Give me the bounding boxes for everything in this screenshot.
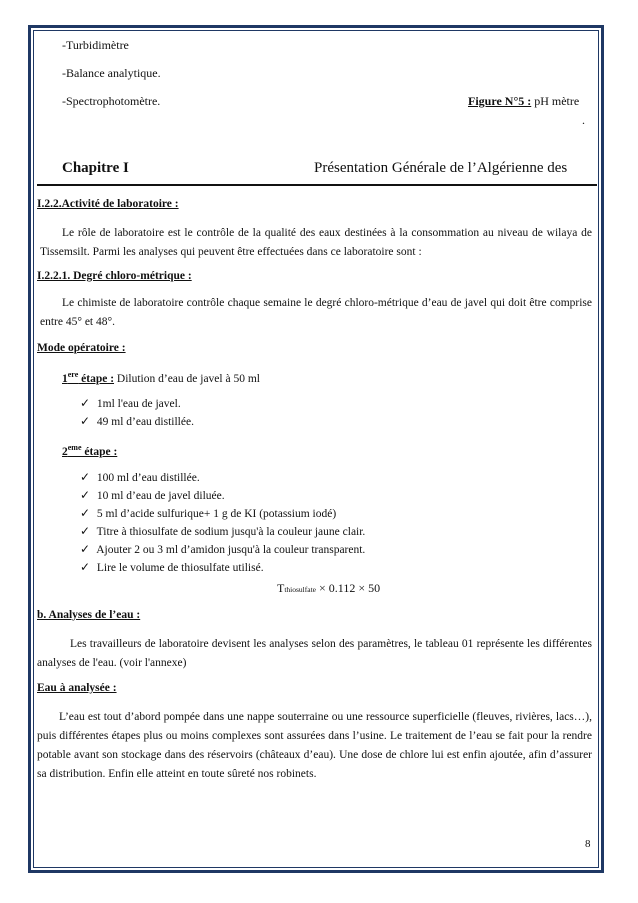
checkmark-icon: ✓ [80, 414, 91, 428]
checkmark-icon: ✓ [80, 560, 91, 574]
page-number: 8 [585, 838, 591, 850]
step2-line [62, 443, 117, 458]
checkmark-icon: ✓ [80, 488, 91, 502]
formula: Tthiosulfate × 0.112 × 50 [277, 581, 381, 595]
checkmark-icon: ✓ [80, 542, 91, 556]
step2-heading: 2eme étape : [62, 443, 118, 458]
step2-item-2: ✓ 10 ml d’eau de javel diluée. [80, 488, 225, 502]
step2-item-5: ✓ Ajouter 2 ou 3 ml d’amidon jusqu'à la couleur transparent. [80, 542, 366, 556]
step2-item-4: ✓ Titre à thiosulfate de sodium jusqu'à la couleur jaune clair. [80, 524, 366, 538]
water-heading: Eau à analysée : [37, 682, 117, 694]
figure-text: pH mètre [531, 94, 580, 108]
header-rule [37, 184, 597, 186]
section-heading-activity: I.2.2.Activité de laboratoire : [37, 198, 179, 210]
step1-text: Dilution d’eau de javel à 50 ml [114, 372, 260, 385]
checkmark-icon: ✓ [80, 396, 91, 410]
equipment-balance: -Balance analytique. [62, 66, 161, 80]
checkmark-icon: ✓ [80, 524, 91, 538]
figure-label: Figure N°5 : [468, 94, 532, 108]
checkmark-icon: ✓ [80, 506, 91, 520]
step1-heading: 1ere étape : [62, 370, 115, 385]
chapter-label: Chapitre I [62, 160, 129, 176]
step1-item-1: ✓ 1ml l'eau de javel. [80, 396, 181, 410]
figure-dot: . [582, 113, 585, 127]
step2-item-6: ✓ Lire le volume de thiosulfate utilisé. [80, 560, 264, 574]
water-paragraph: L’eau est tout d’abord pompée dans une nappe souterraine ou une ressource superficielle (fleuves, rivières, lacs…), puis différentes étapes plus ou moins complexes sont assurées dans l’usine. Le traitement de l’eau se fait pour la rendre potable avant son stockage dans des réservoirs (châteaux d’eau). Une dose de chlore lui est enfin ajoutée, afin d’assurer sa distribution. Enfin elle atteint en toute sûreté nos robinets. [37, 711, 592, 780]
equipment-spectrophotometre: -Spectrophotomètre. [62, 94, 161, 108]
figure-caption [468, 94, 579, 109]
chloro-paragraph: Le chimiste de laboratoire contrôle chaque semaine le degré chloro-métrique d’eau de javel qui doit être comprise entre 45° et 48°. [40, 297, 592, 328]
step2-item-3: ✓ 5 ml d’acide sulfurique+ 1 g de KI (potassium iodé) [80, 506, 337, 520]
section-heading-chloro: I.2.2.1. Degré chloro-métrique : [37, 270, 192, 282]
equipment-turbidimetre: -Turbidimètre [62, 38, 129, 52]
step1-item-2: ✓ 49 ml d’eau distillée. [80, 414, 194, 428]
step1-line [62, 370, 260, 385]
chapter-title: Présentation Générale de l’Algérienne des [314, 160, 568, 176]
activity-paragraph: Le rôle de laboratoire est le contrôle de la qualité des eaux destinées à la consommation au niveau de wilaya de Tissemsilt. Parmi les analyses qui peuvent être effectuées dans ce laboratoire sont : [40, 227, 592, 258]
checkmark-icon: ✓ [80, 470, 91, 484]
step2-item-1: ✓ 100 ml d’eau distillée. [80, 470, 200, 484]
mode-heading: Mode opératoire : [37, 342, 126, 354]
analyses-paragraph: Les travailleurs de laboratoire devisent les analyses selon des paramètres, le tableau 01 représente les différentes analyses de l'eau. (voir l'annexe) [37, 638, 592, 669]
analyses-heading: b. Analyses de l’eau : [37, 609, 141, 621]
